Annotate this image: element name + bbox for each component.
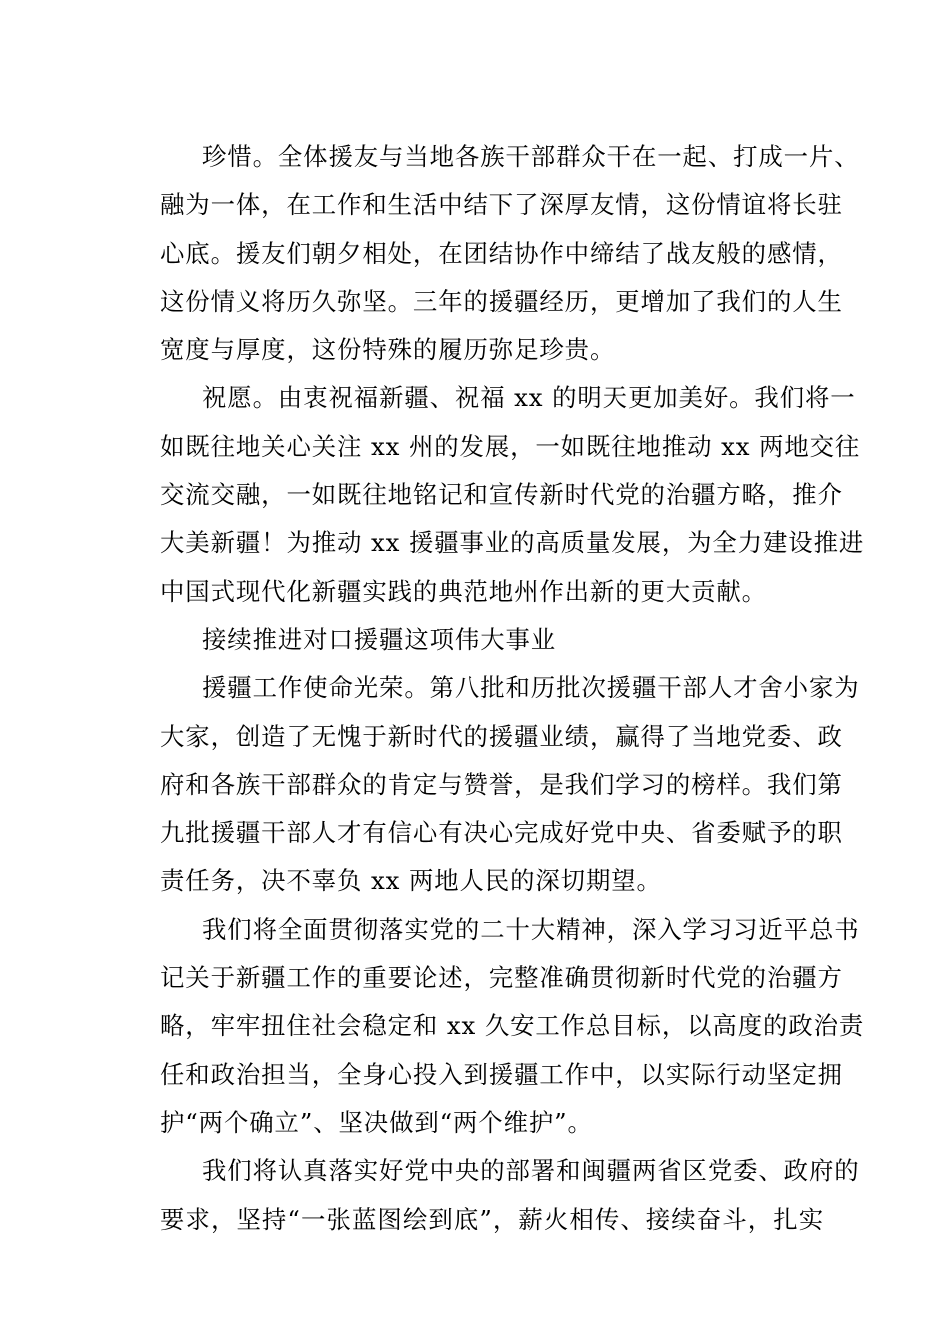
text-line: 祝愿。由衷祝福新疆、祝福 xx 的明天更加美好。我们将一 bbox=[202, 383, 856, 413]
text-line: 我们将全面贯彻落实党的二十大精神，深入学习习近平总书 bbox=[202, 914, 860, 944]
text-line: 心底。援友们朝夕相处，在团结协作中缔结了战友般的感情， bbox=[160, 238, 843, 268]
text-line: 大家，创造了无愧于新时代的援疆业绩，赢得了当地党委、政 bbox=[160, 721, 843, 751]
text-column bbox=[118, 133, 865, 1244]
text-line: 如既往地关心关注 xx 州的发展，一如既往地推动 xx 两地交往 bbox=[160, 431, 861, 461]
text-line: 任和政治担当，全身心投入到援疆工作中，以实际行动坚定拥 bbox=[160, 1059, 843, 1089]
paragraph-deploy bbox=[118, 1147, 860, 1244]
text-line: 要求，坚持“一张蓝图绘到底”，薪火相传、接续奋斗，扎实 bbox=[160, 1204, 824, 1234]
section-heading bbox=[118, 616, 824, 664]
paragraph-mission bbox=[118, 664, 860, 905]
text-line: 珍惜。全体援友与当地各族干部群众干在一起、打成一片、 bbox=[202, 142, 860, 171]
text-line: 融为一体，在工作和生活中结下了深厚友情，这份情谊将长驻 bbox=[160, 190, 843, 220]
text-line: 我们将认真落实好党中央的部署和闽疆两省区党委、政府的 bbox=[202, 1156, 860, 1186]
text-line: 大美新疆！为推动 xx 援疆事业的高质量发展，为全力建设推进 bbox=[160, 528, 865, 558]
text-line: 责任务，决不辜负 xx 两地人民的深切期望。 bbox=[160, 866, 662, 896]
text-line: 略，牢牢扭住社会稳定和 xx 久安工作总目标，以高度的政治责 bbox=[160, 1011, 865, 1041]
text-line: 九批援疆干部人才有信心有决心完成好党中央、省委赋予的职 bbox=[160, 818, 843, 848]
text-line: 交流交融，一如既往地铭记和宣传新时代党的治疆方略，推介 bbox=[160, 480, 843, 510]
paragraph-implement bbox=[118, 906, 865, 1147]
text-line: 记关于新疆工作的重要论述，完整准确贯彻新时代党的治疆方 bbox=[160, 963, 843, 993]
text-line: 府和各族干部群众的肯定与赞誉，是我们学习的榜样。我们第 bbox=[160, 769, 843, 799]
text-line: 中国式现代化新疆实践的典范地州作出新的更大贡献。 bbox=[160, 576, 767, 606]
text-line: 这份情义将历久弥坚。三年的援疆经历，更增加了我们的人生 bbox=[160, 286, 843, 316]
paragraph-wishes bbox=[118, 374, 865, 615]
text-line: 宽度与厚度，这份特殊的履历弥足珍贵。 bbox=[160, 335, 616, 365]
paragraph-cherish bbox=[118, 133, 860, 374]
text-line: 护“两个确立”、坚决做到“两个维护”。 bbox=[160, 1107, 593, 1137]
text-line: 接续推进对口援疆这项伟大事业 bbox=[202, 624, 557, 654]
text-line: 援疆工作使命光荣。第八批和历批次援疆干部人才舍小家为 bbox=[202, 673, 860, 703]
